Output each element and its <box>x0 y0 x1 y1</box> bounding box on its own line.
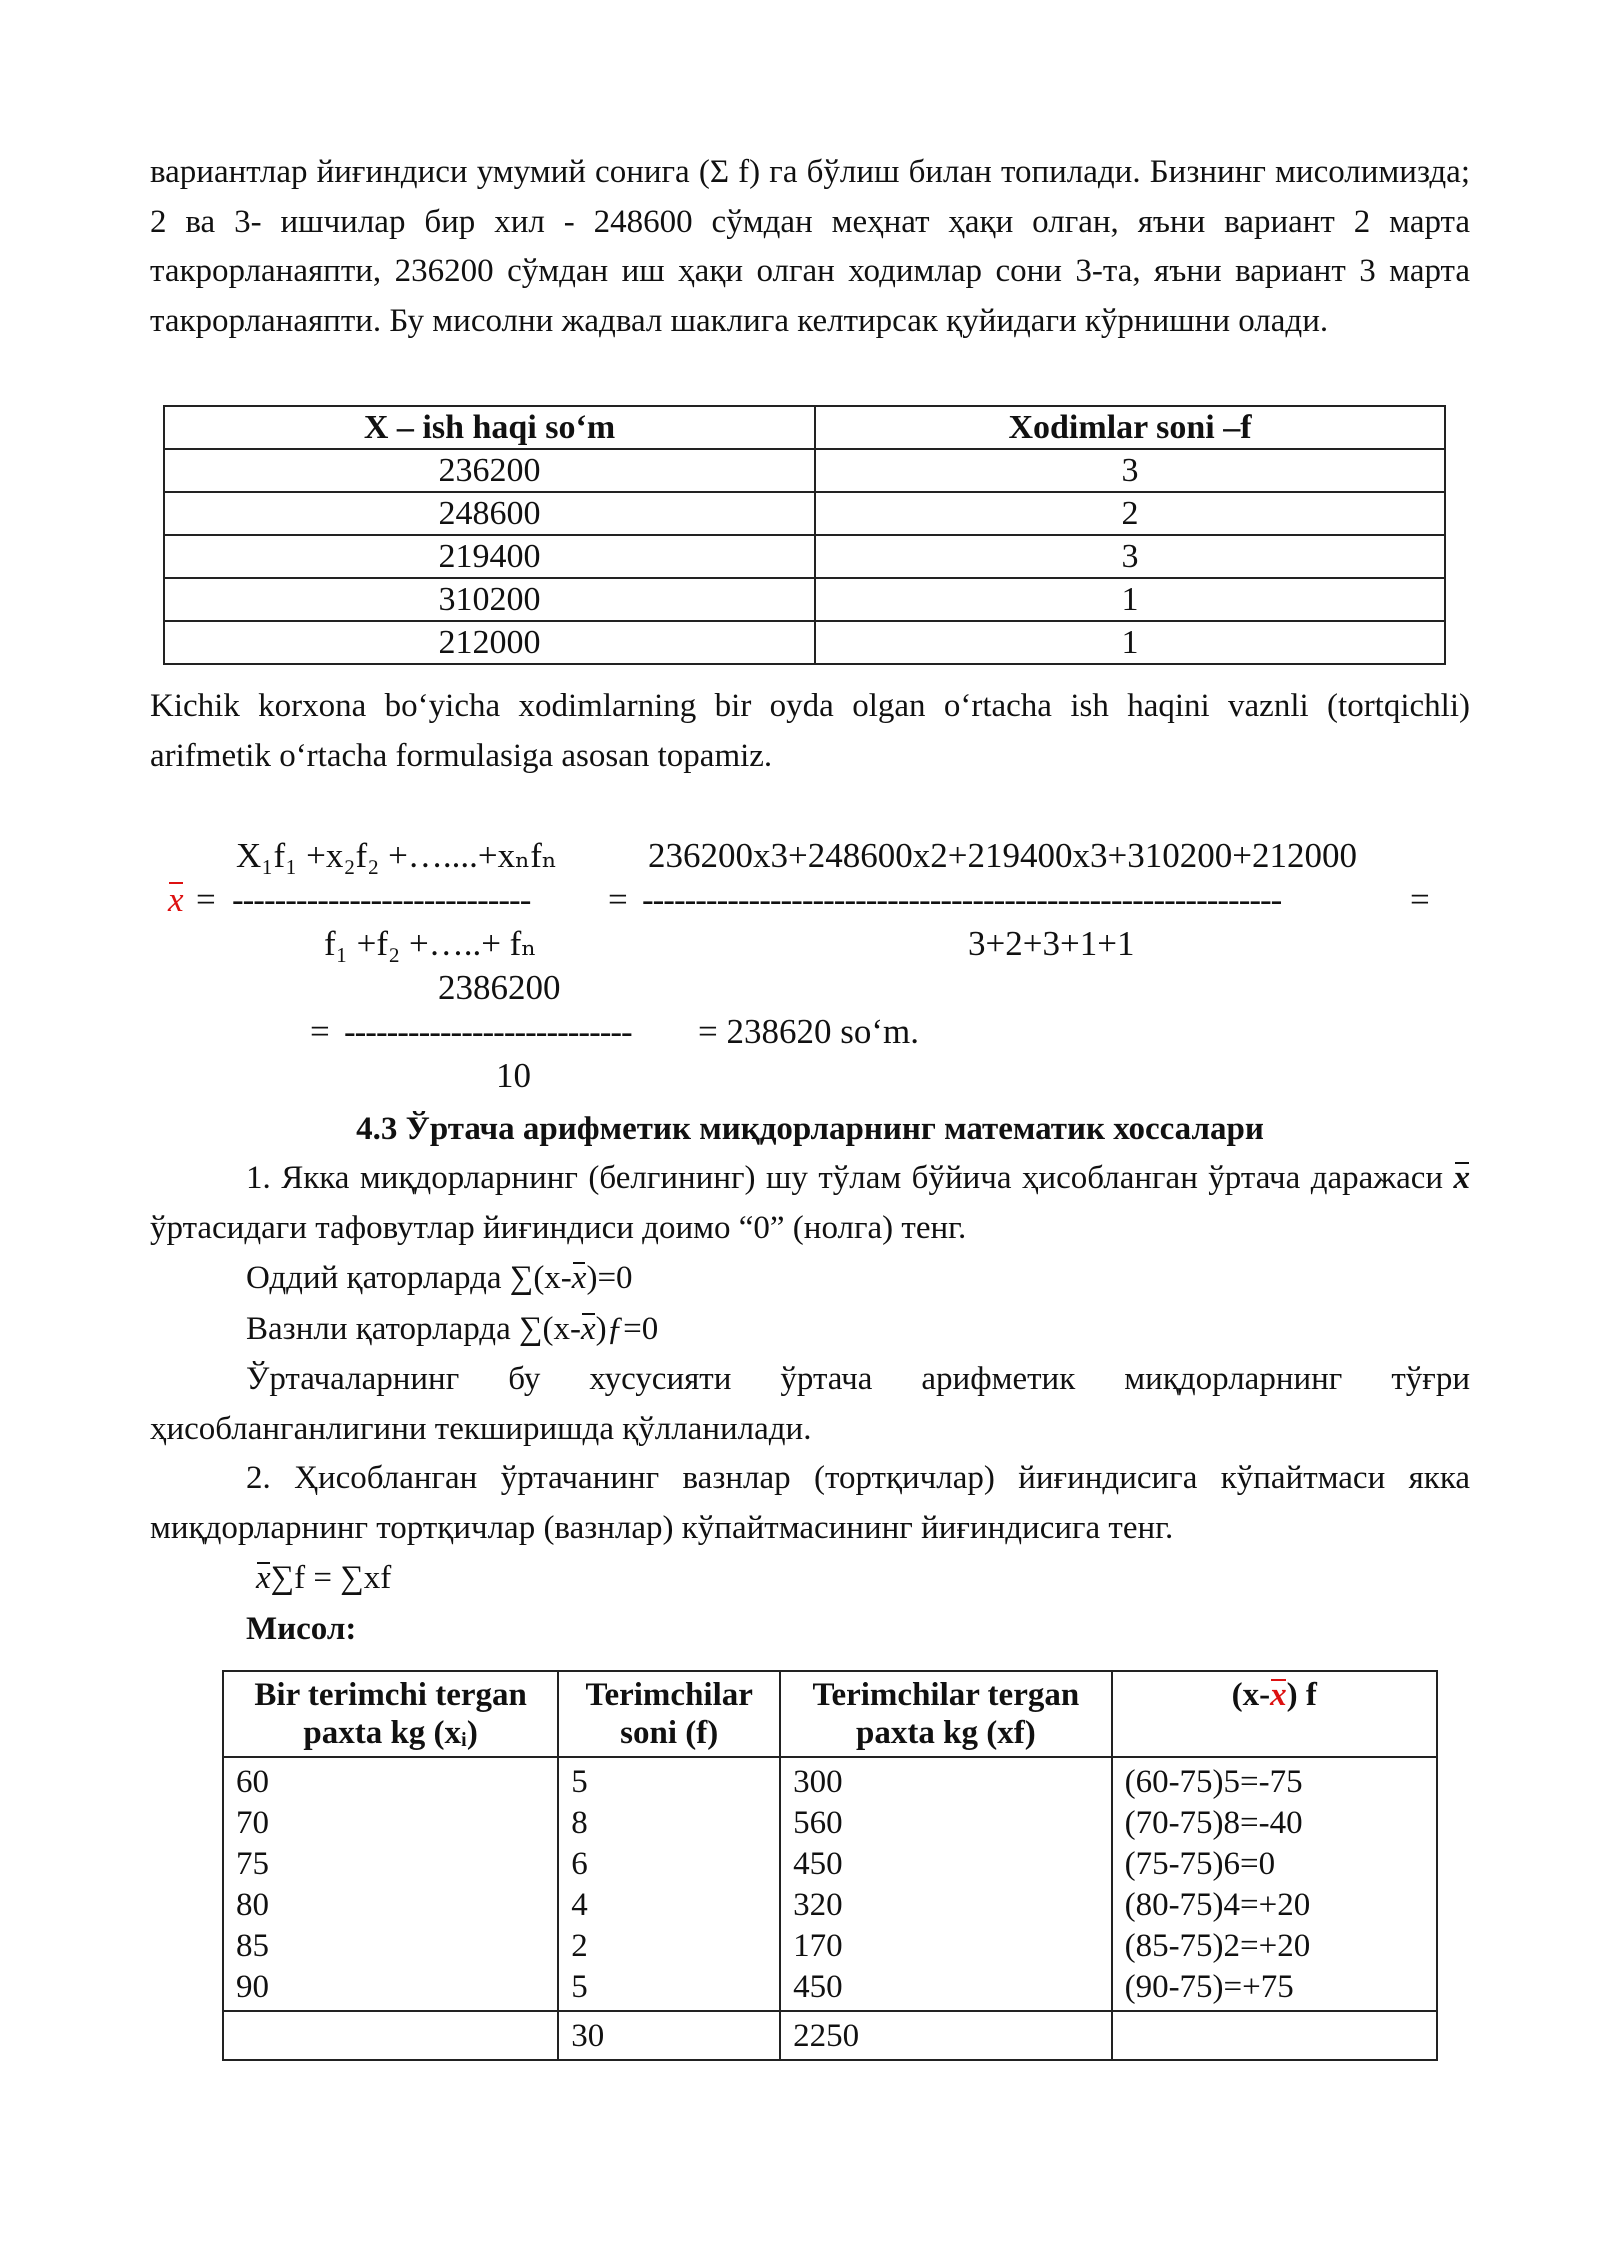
salary-cell: 248600 <box>164 492 815 535</box>
weighted-mean-paragraph: Kichik korxona bo‘yicha xodimlarning bir oyda olgan o‘rtacha ish haqini vaznli (tortqichli) arifmetik o‘rtacha formulasiga asosan topamiz. <box>150 688 1470 774</box>
header-salary: X – ish haqi so‘m <box>164 406 815 449</box>
salary-cell: 219400 <box>164 535 815 578</box>
property-1 <box>150 1154 1470 1253</box>
mean-symbol: x <box>256 1560 271 1596</box>
formula-fraction-line: ------------------------------------------------------------ <box>642 880 1282 919</box>
formula-fraction-line: --------------------------- <box>344 1012 632 1051</box>
table-row <box>164 621 1445 664</box>
formula-denominator-general: f₁ +f₂ +…..+ fₙ <box>324 924 537 963</box>
salary-cell: 212000 <box>164 621 815 664</box>
table-row <box>164 449 1445 492</box>
table-cell: 320 <box>793 1887 843 1923</box>
table-cell: 300 <box>793 1764 843 1800</box>
table-cell: (80-75)4=+20 <box>1124 1887 1311 1923</box>
table-cell: 170 <box>793 1928 843 1964</box>
simple-rows-formula <box>150 1253 1470 1304</box>
salary-table <box>163 405 1446 665</box>
deviation-header-end: ) f <box>1286 1677 1317 1713</box>
table-cell: (90-75)=+75 <box>1124 1969 1294 2005</box>
table-cell: 6 <box>571 1846 588 1882</box>
header-deviation <box>1112 1671 1437 1757</box>
header-pickers-count: Terimchilar soni (f) <box>558 1671 780 1757</box>
formula-sum: 2386200 <box>438 968 561 1007</box>
f-values-cell <box>558 1757 780 2011</box>
table-cell: 75 <box>236 1846 269 1882</box>
weighted-rows-result: =0 <box>623 1311 659 1347</box>
formula-fraction-line: ---------------------------- <box>232 880 531 919</box>
x-values-cell <box>223 1757 558 2011</box>
mean-symbol: x <box>1453 1160 1470 1196</box>
table-cell: (70-75)8=-40 <box>1124 1805 1303 1841</box>
example-label: Мисол: <box>246 1611 357 1647</box>
cotton-table <box>222 1670 1438 2061</box>
table-cell: 85 <box>236 1928 269 1964</box>
table-cell: 5 <box>571 1969 588 2005</box>
section-heading: 4.3 Ўртача арифметик миқдорларнинг математик хоссалари <box>356 1111 1264 1147</box>
xf-values-cell <box>780 1757 1111 2011</box>
property-1-text-end: ўртасидаги тафовутлар йиғиндиси доимо “0” (нолга) тенг. <box>150 1209 967 1246</box>
table-row <box>164 535 1445 578</box>
total-empty-cell <box>1112 2011 1437 2060</box>
formula-equals: = <box>1410 880 1430 919</box>
total-f-cell: 30 <box>558 2011 780 2060</box>
salary-cell: 236200 <box>164 449 815 492</box>
weighted-rows-formula <box>150 1304 1470 1355</box>
weighted-rows-label: Вазнли қаторларда ∑(x- <box>246 1311 581 1347</box>
deviation-header-text: (x- <box>1231 1677 1271 1713</box>
property-2: 2. Ҳисобланган ўртачанинг вазнлар (тортқичлар) йиғиндисига кўпайтмаси якка миқдорларнинг тортқичлар (вазнлар) кўпайтмасининг йиғиндисига тенг. <box>150 1460 1470 1546</box>
table-cell: 450 <box>793 1846 843 1882</box>
deviation-values-cell <box>1112 1757 1437 2011</box>
total-xf-cell: 2250 <box>780 2011 1111 2060</box>
table-row <box>164 492 1445 535</box>
count-cell: 1 <box>815 621 1445 664</box>
formula-equals: = <box>310 1012 330 1051</box>
intro-paragraph: вариантлар йиғиндиси умумий сонига (Σ f) га бўлиш билан топилади. Бизнинг мисолимизда; 2 ва 3- ишчилар бир хил - 248600 сўмдан меҳнат ҳақи олган, яъни вариант 2 марта такрорланаяпти, 236200 сўмдан иш ҳақи олган ходимлар сони 3-та, яъни вариант 3 марта такрорланаяпти. Бу мисолни жадвал шаклига келтирсак қуйидаги кўрнишни олади. <box>150 154 1470 339</box>
count-cell: 2 <box>815 492 1445 535</box>
table-header-row <box>223 1671 1437 1757</box>
formula-numerator-values: 236200x3+248600x2+219400x3+310200+212000 <box>648 836 1357 875</box>
formula-equals: = <box>196 880 216 919</box>
table-cell: 90 <box>236 1969 269 2005</box>
table-cell: 60 <box>236 1764 269 1800</box>
weight-symbol: ƒ <box>606 1311 624 1347</box>
weighted-rows-paren: ) <box>595 1311 607 1347</box>
property-2-equation: ∑f = ∑xf <box>270 1560 392 1596</box>
table-header-row <box>164 406 1445 449</box>
count-cell: 3 <box>815 449 1445 492</box>
table-row <box>164 578 1445 621</box>
table-cell: 5 <box>571 1764 588 1800</box>
simple-rows-label: Оддий қаторларда ∑(x- <box>246 1260 572 1296</box>
table-cell: 4 <box>571 1887 588 1923</box>
mean-symbol: x <box>571 1260 587 1296</box>
header-total-cotton: Terimchilar tergan paxta kg (xf) <box>780 1671 1111 1757</box>
simple-rows-result: )=0 <box>586 1260 633 1296</box>
total-empty-cell <box>223 2011 558 2060</box>
formula-numerator-general: X₁f₁ +x₂f₂ +…....+xₙfₙ <box>236 836 558 875</box>
formula-denominator-values: 3+2+3+1+1 <box>968 924 1135 963</box>
check-paragraph: Ўртачаларнинг бу хусусияти ўртача арифметик миқдорларнинг тўғри ҳисобланганлигини текширишда қўлланилади. <box>150 1361 1470 1447</box>
table-total-row <box>223 2011 1437 2060</box>
property-1-text: 1. Якка миқдорларнинг (белгининг) шу тўлам бўйича ҳисобланган ўртача даражаси <box>246 1160 1444 1196</box>
header-cotton-per-picker: Bir terimchi tergan paxta kg (xᵢ) <box>223 1671 558 1757</box>
table-cell: 2 <box>571 1928 588 1964</box>
salary-cell: 310200 <box>164 578 815 621</box>
formula-mean-symbol: x <box>168 880 184 919</box>
table-cell: (75-75)6=0 <box>1124 1846 1276 1882</box>
count-cell: 1 <box>815 578 1445 621</box>
table-data-row <box>223 1757 1437 2011</box>
mean-symbol: x <box>1270 1677 1287 1713</box>
table-cell: 80 <box>236 1887 269 1923</box>
table-cell: 450 <box>793 1969 843 2005</box>
table-cell: 560 <box>793 1805 843 1841</box>
properties-section <box>150 1104 1470 1655</box>
mean-symbol: x <box>580 1311 596 1347</box>
formula-count: 10 <box>496 1056 531 1095</box>
table-cell: 70 <box>236 1805 269 1841</box>
header-employees: Xodimlar soni –f <box>815 406 1445 449</box>
table-cell: (60-75)5=-75 <box>1124 1764 1303 1800</box>
formula-result: = 238620 so‘m. <box>698 1012 919 1051</box>
formula-equals: = <box>608 880 628 919</box>
table-cell: 8 <box>571 1805 588 1841</box>
page-content <box>150 148 1470 346</box>
count-cell: 3 <box>815 535 1445 578</box>
table-cell: (85-75)2=+20 <box>1124 1928 1311 1964</box>
property-2-formula <box>150 1553 1470 1604</box>
